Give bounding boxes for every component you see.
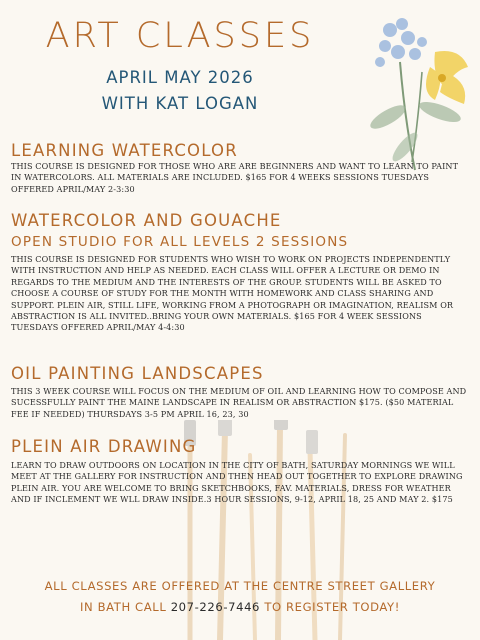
section-heading-plein-air: PLEIN AIR DRAWING <box>11 437 197 456</box>
section-heading-learning-watercolor: LEARNING WATERCOLOR <box>11 141 238 160</box>
subtitle-instructor: WITH KAT LOGAN <box>101 94 259 113</box>
footer-prefix: IN BATH CALL <box>80 600 171 614</box>
footer-suffix: TO REGISTER TODAY! <box>260 600 400 614</box>
section-body-plein-air: LEARN TO DRAW OUTDOORS ON LOCATION IN THE CITY OF BATH, SATURDAY MORNINGS WE WILL MEET AT THE GALLERY FOR INSTRUCTION AND THEN HEAD OUT TOGETHER TO EXPLORE DRAWING PLEIN AIR. YOU ARE WELCOME TO BRING SKETCHBOOKS, FAV. MATERIALS, DRESS FOR WEATHER AND IF INCLEMENT WE WLL DRAW INSIDE.3 HOUR SESSIONS, 9-12, APRIL 18, 25 AND MAY 2. $175 <box>11 460 463 505</box>
section-body-learning-watercolor: THIS COURSE IS DESIGNED FOR THOSE WHO ARE ARE BEGINNERS AND WANT TO LEARN TO PAINT IN WATERCOLORS. ALL MATERIALS ARE INCLUDED. $165 FOR 4 WEEKS SESSIONS TUESDAYS OFFERED APRIL/MAY 2-3:30 <box>11 161 459 194</box>
subtitle-dates: APRIL MAY 2026 <box>106 68 254 87</box>
section-subheading-open-studio: OPEN STUDIO FOR ALL LEVELS 2 SESSIONS <box>11 234 349 250</box>
watercolor-flower-illustration <box>360 12 475 172</box>
phone-number[interactable]: 207-226-7446 <box>170 600 261 614</box>
page-title: ART CLASSES <box>45 16 315 56</box>
section-heading-oil-painting: OIL PAINTING LANDSCAPES <box>11 364 264 383</box>
footer-location: ALL CLASSES ARE OFFERED AT THE CENTRE STREET GALLERY <box>44 579 436 593</box>
section-body-watercolor-gouache: THIS COURSE IS DESIGNED FOR STUDENTS WHO WISH TO WORK ON PROJECTS INDEPENDENTLY WITH INSTRUCTION AND HELP AS NEEDED. EACH CLASS WILL OFFER A LECTURE OR DEMO IN REGARDS TO THE MEDIUM AND THE INTERESTS OF THE GROUP. STUDENTS WILL BE ASKED TO CHOOSE A COURSE OF STUDY FOR THE MONTH WITH HOMEWORK AND CLASS SHARING AND SUPPORT. PLEIN AIR, STILL LIFE, WORKING FROM A PHOTOGRAPH OR IMAGINATION, REALISM OR ABSTRACTION IS ALL INVITED..BRING YOUR OWN MATERIALS. $165 FOR 4 WEEK SESSIONS TUESDAYS OFFERED APRIL/MAY 4-4:30 <box>11 254 454 333</box>
section-heading-watercolor-gouache: WATERCOLOR AND GOUACHE <box>11 211 282 230</box>
section-body-oil-painting: THIS 3 WEEK COURSE WILL FOCUS ON THE MEDIUM OF OIL AND LEARNING HOW TO COMPOSE AND SUCESSFULLY PAINT THE MAINE LANDSCAPE IN REALISM OR ABSTRACTION $175. ($50 MATERIAL FEE IF NEEDED) THURSDAYS 3-5 PM APRIL 16, 23, 30 <box>11 386 467 419</box>
footer-call-to-action <box>0 597 480 618</box>
